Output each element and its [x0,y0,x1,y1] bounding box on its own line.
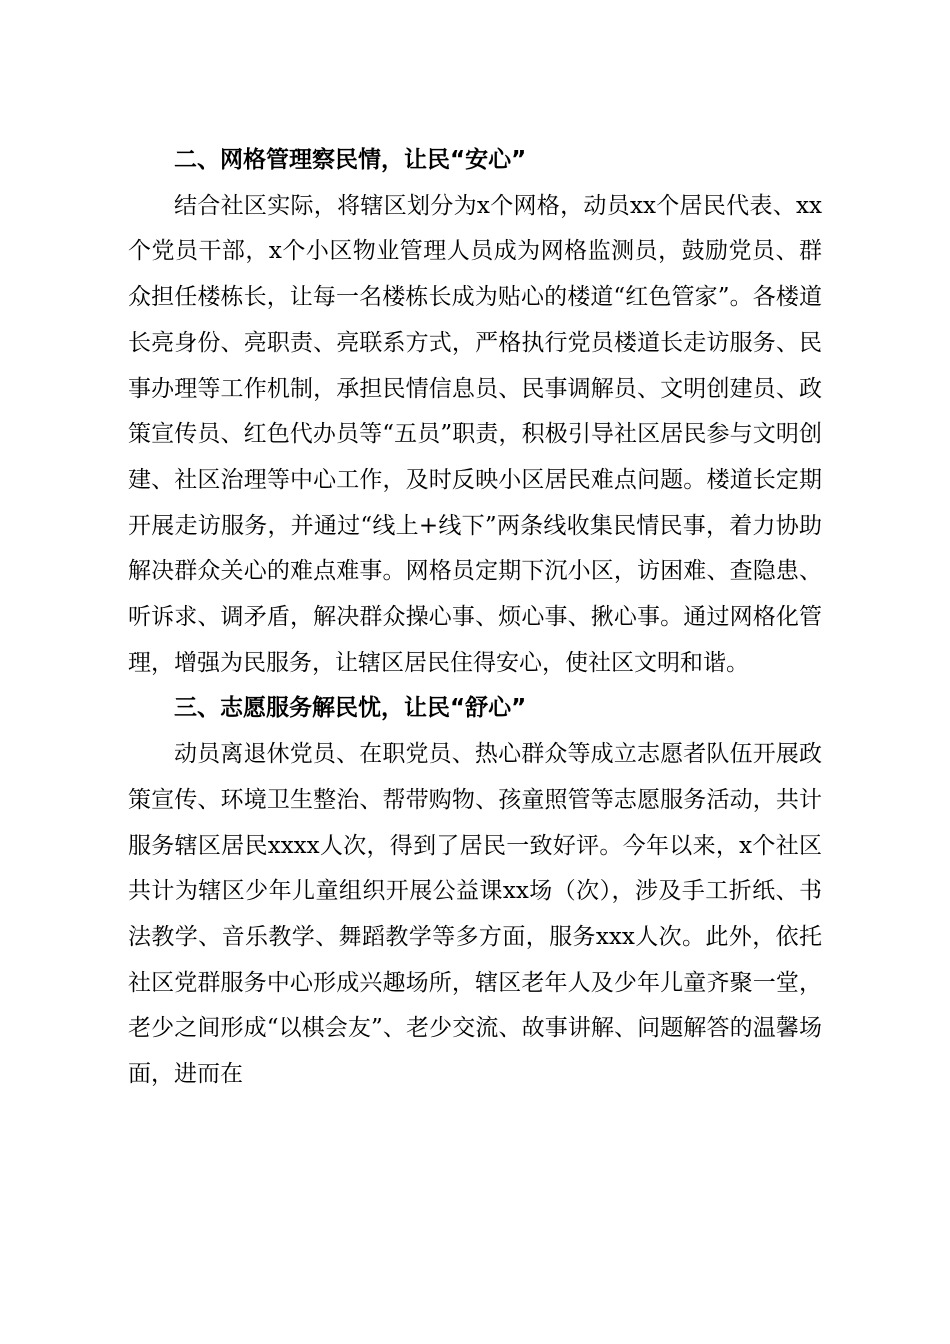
section-3-paragraph: 动员离退休党员、在职党员、热心群众等成立志愿者队伍开展政策宣传、环境卫生整治、帮带购物、孩童照管等志愿服务活动，共计服务辖区居民xxxx人次，得到了居民一致好评。今年以来，x个社区共计为辖区少年儿童组织开展公益课xx场（次），涉及手工折纸、书法教学、音乐教学、舞蹈教学等多方面，服务xxx人次。此外，依托社区党群服务中心形成兴趣场所，辖区老年人及少年儿童齐聚一堂，老少之间形成“以棋会友”、老少交流、故事讲解、问题解答的温馨场面，进而在 [128,741,822,1088]
section-2-paragraph: 结合社区实际，将辖区划分为x个网格，动员xx个居民代表、xx个党员干部，x个小区物业管理人员成为网格监测员，鼓励党员、群众担任楼栋长，让每一名楼栋长成为贴心的楼道“红色管家”。各楼道长亮身份、亮职责、亮联系方式，严格执行党员楼道长走访服务、民事办理等工作机制，承担民情信息员、民事调解员、文明创建员、政策宣传员、红色代办员等“五员”职责，积极引导社区居民参与文明创建、社区治理等中心工作，及时反映小区居民难点问题。楼道长定期开展走访服务，并通过“线上+线下”两条线收集民情民事，着力协助解决群众关心的难点难事。网格员定期下沉小区，访困难、查隐患、听诉求、调矛盾，解决群众操心事、烦心事、揪心事。通过网格化管理，增强为民服务，让辖区居民住得安心，使社区文明和谐。 [128,192,822,676]
document-body [128,138,822,1098]
section-3-heading: 三、志愿服务解民忧，让民“舒心” [174,695,527,722]
section-2-heading: 二、网格管理察民情，让民“安心” [174,147,527,173]
